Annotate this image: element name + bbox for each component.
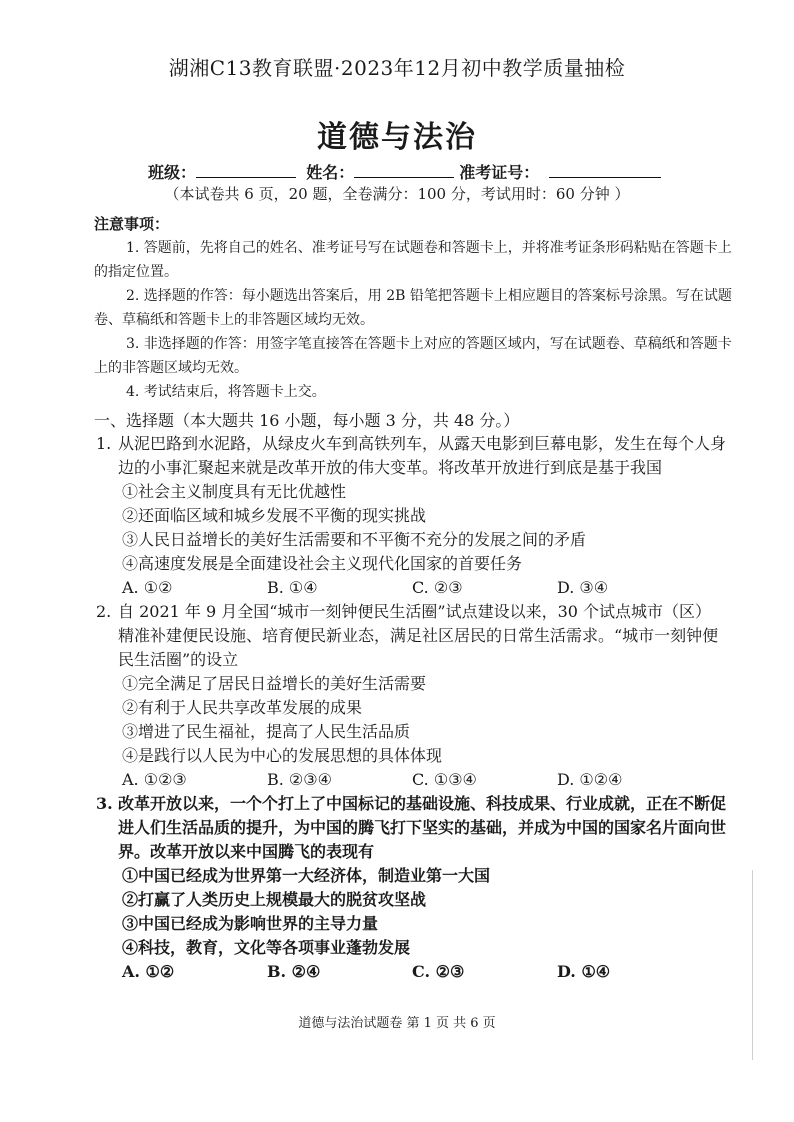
choice-b: B. ②③④ — [267, 770, 332, 789]
notice-item: 3. 非选择题的作答：用签字笔直接答在答题卡上对应的答题区域内，写在试题卷、草稿纸和答题卡上的非答题区域均无效。 — [94, 336, 732, 376]
question-option: ④科技，教育，文化等各项事业蓬勃发展 — [122, 938, 411, 957]
notice-item: 2. 选择题的作答：每小题选出答案后，用 2B 铅笔把答题卡上相应题目的答案标号涂黑。写在试题卷、草稿纸和答题卡上的非答题区域均无效。 — [94, 288, 732, 328]
choice-a: A. ①②③ — [122, 770, 187, 789]
choice-b: B. ②④ — [267, 962, 321, 981]
choice-c: C. ②③ — [412, 578, 463, 597]
ticket-blank — [549, 163, 661, 178]
notice-item: 1. 答题前，先将自己的姓名、准考证号写在试题卷和答题卡上，并将准考证条形码粘贴在答题卡上的指定位置。 — [94, 240, 732, 280]
class-blank — [196, 163, 296, 178]
choice-b: B. ①④ — [267, 578, 318, 597]
choice-a: A. ①② — [122, 578, 173, 597]
question-option: ②还面临区域和城乡发展不平衡的现实挑战 — [122, 506, 427, 525]
question-option: ④高速度发展是全面建设社会主义现代化国家的首要任务 — [122, 554, 523, 573]
answer-choices — [122, 768, 726, 792]
choice-d: D. ①②④ — [557, 770, 623, 789]
exam-title: 湖湘C13教育联盟·2023年12月初中教学质量抽检 — [168, 56, 626, 80]
question-option: ②打赢了人类历史上规模最大的脱贫攻坚战 — [122, 890, 427, 909]
notice-block — [94, 212, 734, 404]
question-option: ③中国已经成为影响世界的主导力量 — [122, 914, 379, 933]
name-blank — [354, 163, 454, 178]
notice-title: 注意事项： — [94, 215, 170, 233]
student-info-row — [148, 160, 708, 183]
subject-title: 道德与法治 — [317, 120, 477, 155]
choice-c: C. ①③④ — [412, 770, 477, 789]
question-2 — [96, 600, 726, 792]
question-option: ①完全满足了居民日益增长的美好生活需要 — [122, 674, 427, 693]
question-3 — [96, 792, 726, 984]
question-stem: 改革开放以来，一个个打上了中国标记的基础设施、科技成果、行业成就，正在不断促进人们生活品质的提升，为中国的腾飞打下坚实的基础，并成为中国的国家名片面向世界。改革开放以来中国腾飞的表现有 — [118, 794, 727, 861]
scan-artifact-line — [752, 870, 753, 1060]
question-number: 3. — [96, 794, 113, 813]
question-option: ①中国已经成为世界第一大经济体，制造业第一大国 — [122, 866, 491, 885]
question-option: ②有利于人民共享改革发展的成果 — [122, 698, 363, 717]
choice-a: A. ①② — [122, 962, 175, 981]
name-label: 姓名： — [306, 163, 355, 182]
question-stem: 自 2021 年 9 月全国“城市一刻钟便民生活圈”试点建设以来，30 个试点城市（区）精准补建便民设施、培育便民新业态，满足社区居民的日常生活需求。“城市一刻钟便民生活圈”的设立 — [118, 602, 719, 669]
section-title: 一、选择题（本大题共 16 小题，每小题 3 分，共 48 分。） — [94, 411, 520, 430]
question-stem: 从泥巴路到水泥路，从绿皮火车到高铁列车，从露天电影到巨幕电影，发生在每个人身边的小事汇聚起来就是改革开放的伟大变革。将改革开放进行到底是基于我国 — [118, 434, 727, 477]
notice-item: 4. 考试结束后，将答题卡上交。 — [126, 384, 326, 400]
exam-info: （本试卷共 6 页，20 题，全卷满分：100 分，考试用时：60 分钟 ） — [164, 185, 630, 203]
question-option: ③人民日益增长的美好生活需要和不平衡不充分的发展之间的矛盾 — [122, 530, 587, 549]
answer-choices — [122, 576, 726, 600]
choice-d: D. ③④ — [557, 578, 609, 597]
question-1 — [96, 432, 726, 600]
answer-choices — [122, 960, 726, 984]
question-option: ④是践行以人民为中心的发展思想的具体体现 — [122, 746, 443, 765]
question-option: ③增进了民生福祉，提高了人民生活品质 — [122, 722, 411, 741]
question-number: 1. — [96, 434, 112, 453]
question-option: ①社会主义制度具有无比优越性 — [122, 482, 347, 501]
ticket-label: 准考证号： — [459, 163, 540, 182]
class-label: 班级： — [148, 163, 197, 182]
question-list — [96, 432, 726, 984]
choice-d: D. ①④ — [557, 962, 611, 981]
page-footer: 道德与法治试题卷 第 1 页 共 6 页 — [298, 1016, 496, 1031]
question-number: 2. — [96, 602, 112, 621]
choice-c: C. ②③ — [412, 962, 465, 981]
